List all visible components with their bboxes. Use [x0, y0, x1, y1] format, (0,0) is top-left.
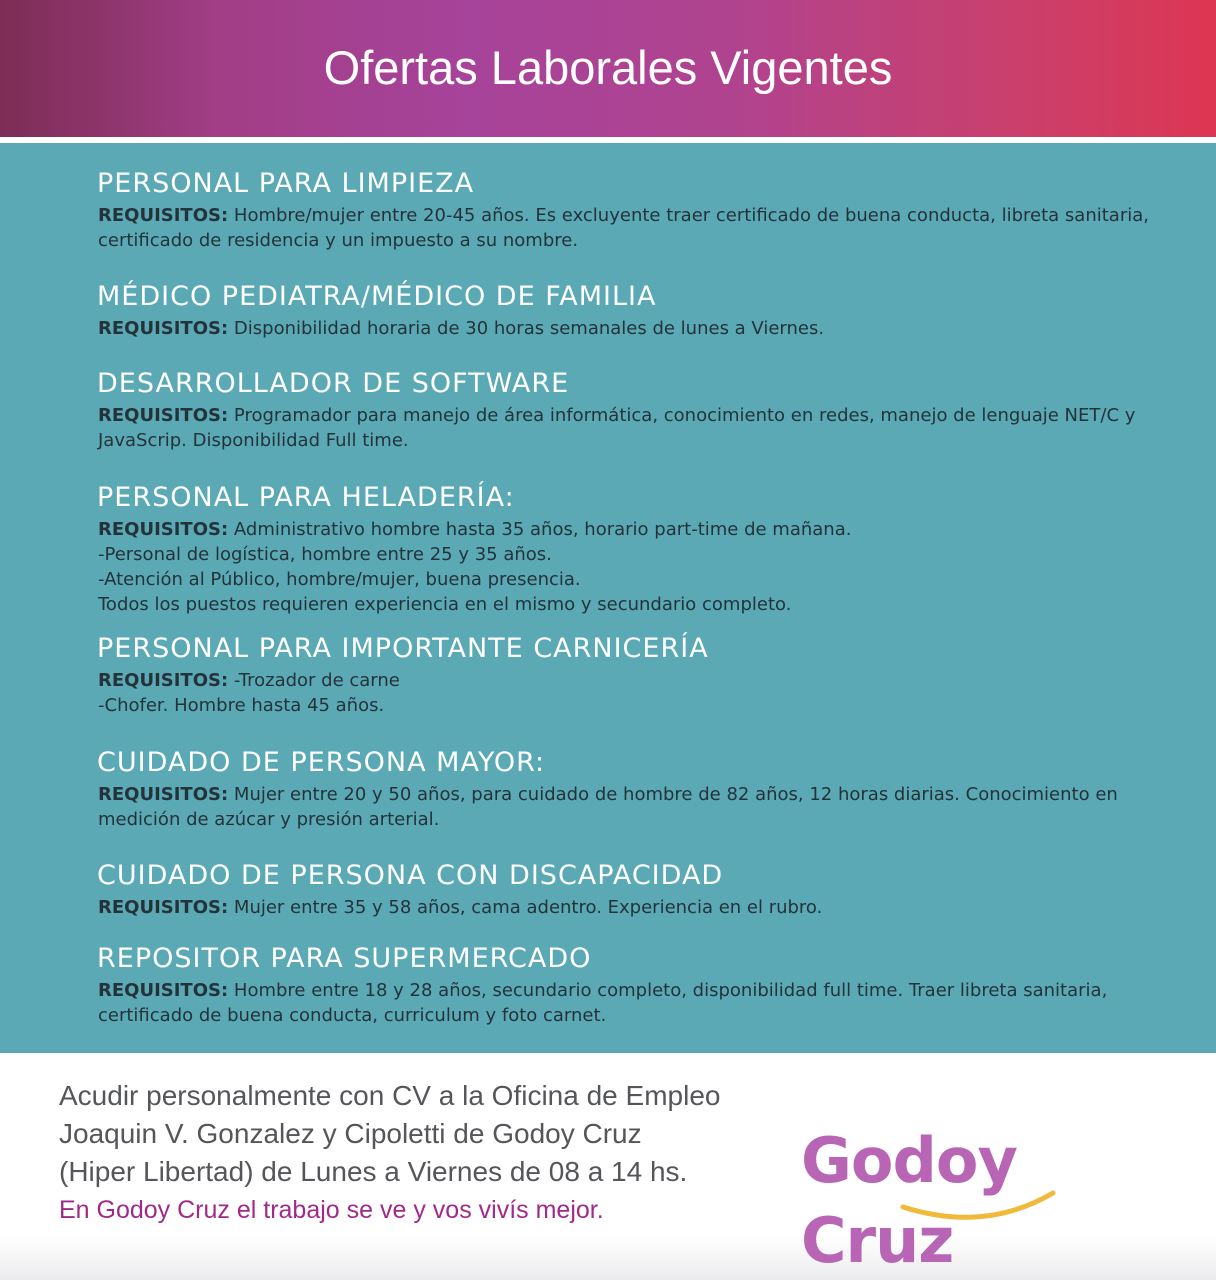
job-title: CUIDADO DE PERSONA MAYOR: [97, 747, 546, 778]
requirements-text: Mujer entre 20 y 50 años, para cuidado de hombre de 82 años, 12 horas diarias. Conocimiento en medición de azúcar y presión arterial. [98, 784, 1118, 830]
page-footer [0, 1053, 1216, 1280]
job-requirements [97, 978, 1157, 1028]
godoy-cruz-logo [795, 1121, 1175, 1277]
job-listing [97, 481, 1157, 617]
job-listing [97, 167, 1157, 253]
slogan: En Godoy Cruz el trabajo se ve y vos vivís mejor. [59, 1196, 604, 1224]
requirements-label: REQUISITOS: [98, 897, 229, 918]
requirements-text: Hombre/mujer entre 20-45 años. Es excluyente traer certificado de buena conducta, libreta sanitaria, certificado de residencia y un impuesto a su nombre. [98, 205, 1149, 251]
job-title: PERSONAL PARA HELADERÍA: [97, 482, 515, 513]
page-header [0, 0, 1216, 137]
requirements-text: Hombre entre 18 y 28 años, secundario completo, disponibilidad full time. Traer libreta sanitaria, certificado de buena conducta, curriculum y foto carnet. [98, 980, 1108, 1026]
job-requirements [97, 668, 1157, 718]
job-listing [97, 280, 1157, 341]
requirements-label: REQUISITOS: [98, 519, 229, 540]
job-listing [97, 746, 1157, 832]
job-requirements [97, 203, 1157, 253]
job-requirements [97, 517, 1157, 617]
requirements-text: Administrativo hombre hasta 35 años, horario part-time de mañana. -Personal de logística, hombre entre 25 y 35 años. -Atención al Público, hombre/mujer, buena presencia. Todos los puestos requieren experiencia en el mismo y secundario completo. [98, 519, 852, 615]
job-requirements [97, 782, 1157, 832]
job-title: PERSONAL PARA IMPORTANTE CARNICERÍA [97, 633, 709, 664]
job-listing [97, 632, 1157, 718]
application-instructions: Acudir personalmente con CV a la Oficina de Empleo Joaquin V. Gonzalez y Cipoletti de Godoy Cruz (Hiper Libertad) de Lunes a Viernes de 08 a 14 hs. [59, 1080, 721, 1187]
requirements-text: Mujer entre 35 y 58 años, cama adentro. Experiencia en el rubro. [228, 897, 823, 918]
requirements-label: REQUISITOS: [98, 784, 229, 805]
job-listing [97, 942, 1157, 1028]
job-title: CUIDADO DE PERSONA CON DISCAPACIDAD [97, 860, 724, 891]
job-listing [97, 367, 1157, 453]
requirements-label: REQUISITOS: [98, 980, 229, 1001]
requirements-label: REQUISITOS: [98, 670, 229, 691]
requirements-text: Programador para manejo de área informática, conocimiento en redes, manejo de lenguaje NET/C y JavaScrip. Disponibilidad Full time. [98, 405, 1136, 451]
job-requirements [97, 316, 1157, 341]
requirements-label: REQUISITOS: [98, 405, 229, 426]
page-title: Ofertas Laborales Vigentes [323, 41, 893, 94]
requirements-text: Disponibilidad horaria de 30 horas semanales de lunes a Viernes. [228, 318, 825, 339]
requirements-text: -Trozador de carne -Chofer. Hombre hasta 45 años. [98, 670, 400, 716]
job-listings [0, 143, 1216, 1053]
logo-text: Godoy Cruz [801, 1124, 1017, 1277]
job-listing [97, 859, 1157, 920]
requirements-label: REQUISITOS: [98, 205, 229, 226]
job-title: PERSONAL PARA LIMPIEZA [97, 168, 475, 199]
job-requirements [97, 403, 1157, 453]
requirements-label: REQUISITOS: [98, 318, 229, 339]
job-title: DESARROLLADOR DE SOFTWARE [97, 368, 570, 399]
job-title: REPOSITOR PARA SUPERMERCADO [97, 943, 592, 974]
job-title: MÉDICO PEDIATRA/MÉDICO DE FAMILIA [97, 281, 657, 312]
job-requirements [97, 895, 1157, 920]
